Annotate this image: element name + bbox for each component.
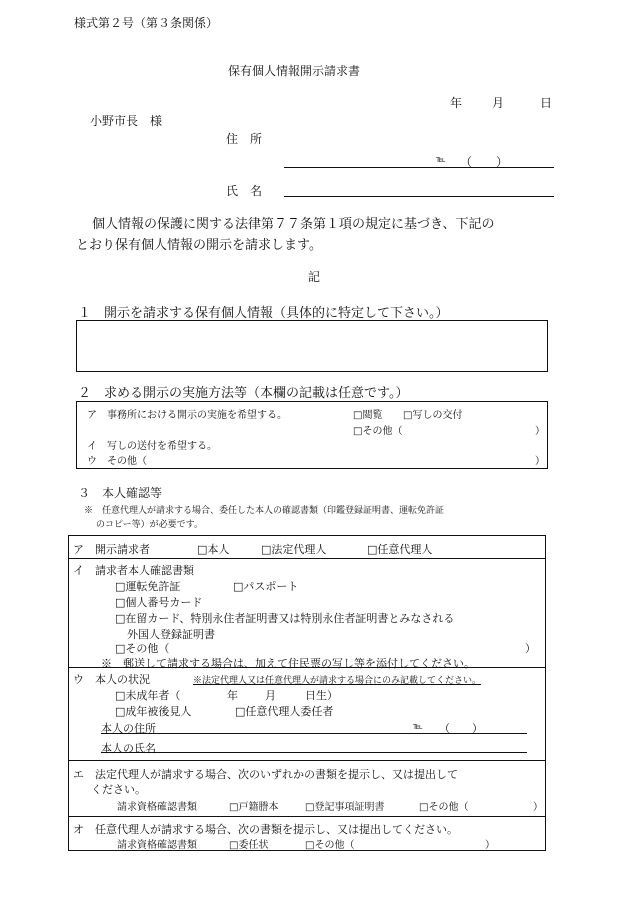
row-a-opt-self[interactable]: □本人 — [197, 543, 230, 556]
sec3-note-2: のコピー等）が必要です。 — [96, 520, 203, 530]
row-u-opt-guardian[interactable]: □成年被後見人 — [115, 705, 192, 718]
row-u-tel-label: ℡ — [413, 722, 423, 732]
ki-mark: 記 — [308, 270, 321, 284]
row-a-label: ア 開示請求者 — [73, 543, 150, 556]
row-a-opt-voluntary[interactable]: □任意代理人 — [367, 543, 433, 556]
address-label: 住 所 — [226, 132, 263, 146]
sec2-a: ア 事務所における開示の実施を希望する。 — [87, 410, 287, 421]
row-u-birth: 日生） — [305, 689, 338, 702]
row-u-name-line[interactable] — [101, 752, 527, 753]
row-i-opt-license[interactable]: □運転免許証 — [115, 580, 181, 593]
row-e-line-2: ください。 — [91, 783, 146, 796]
sec2-close-paren-1: ） — [535, 426, 545, 437]
row-i-note: ※ 郵送して請求する場合は、加えて住民票の写し等を添付してください。 — [101, 657, 475, 670]
row-o-opt-proxy[interactable]: □委任状 — [229, 840, 269, 851]
row-u-note: ※法定代理人又は任意代理人が請求する場合にのみ記載してください。 — [193, 676, 482, 686]
row-i-close-paren: ） — [525, 642, 536, 655]
row-u-address-line[interactable] — [101, 733, 527, 734]
sec2-opt-copy[interactable]: □写しの交付 — [403, 410, 463, 421]
date-year: 年 — [450, 96, 463, 110]
row-u-month: 月 — [265, 689, 276, 702]
date-month: 月 — [492, 96, 505, 110]
sec3-note-1: ※ 任意代理人が請求する場合、委任した本人の確認書類（印鑑登録証明書、運転免許証 — [84, 506, 445, 516]
row-e-opt-koseki[interactable]: □戸籍謄本 — [229, 802, 279, 813]
address-line[interactable] — [284, 167, 554, 168]
intro-line-2: とおり保有個人情報の開示を請求します。 — [76, 238, 322, 253]
sec2-opt-other[interactable]: □その他（ — [353, 426, 403, 437]
form-title: 保有個人情報開示請求書 — [228, 64, 361, 78]
row-o-line-1: オ 任意代理人が請求する場合、次の書類を提示し、又は提出してください。 — [73, 823, 458, 836]
row-o-opt-other[interactable]: □その他（ — [305, 840, 355, 851]
row-u-opt-minor[interactable]: □未成年者（ — [115, 689, 181, 702]
intro-line-1: 個人情報の保護に関する法律第７７条第１項の規定に基づき、下記の — [92, 217, 495, 232]
row-i-opt-residence[interactable]: □在留カード、特別永住者証明書又は特別永住者証明書とみなされる — [115, 612, 455, 625]
row-divider — [69, 558, 545, 559]
sec3-heading: ３ 本人確認等 — [78, 486, 163, 500]
row-e-opt-other[interactable]: □その他（ — [419, 802, 469, 813]
row-u-address-label: 本人の住所 — [101, 722, 156, 735]
form-number: 様式第２号（第３条関係） — [74, 16, 219, 30]
row-o-close-paren: ） — [485, 840, 495, 851]
row-u-tel-paren: （ ） — [439, 722, 483, 735]
row-e-opt-registry[interactable]: □登記事項証明書 — [305, 802, 385, 813]
sec1-heading: １ 開示を請求する保有個人情報（具体的に特定して下さい。） — [78, 306, 449, 321]
sec2-close-paren-2: ） — [535, 456, 545, 467]
sec3-table — [68, 535, 546, 851]
row-divider — [69, 816, 545, 817]
row-u-name-label: 本人の氏名 — [101, 742, 156, 755]
row-divider — [69, 760, 545, 761]
tel-label: ℡ — [436, 155, 446, 165]
row-i-opt-mynumber[interactable]: □個人番号カード — [115, 596, 203, 609]
tel-paren: （ ） — [460, 155, 509, 169]
date-day: 日 — [540, 96, 553, 110]
row-e-line-1: エ 法定代理人が請求する場合、次のいずれかの書類を提示し、又は提出して — [73, 768, 458, 781]
row-i-opt-passport[interactable]: □パスポート — [233, 580, 299, 593]
row-i-label: イ 請求者本人確認書類 — [73, 564, 194, 577]
row-e-docs-label: 請求資格確認書類 — [117, 802, 197, 813]
name-line[interactable] — [284, 196, 554, 197]
row-u-year: 年 — [227, 689, 238, 702]
sec2-box — [76, 401, 548, 469]
row-a-opt-legal[interactable]: □法定代理人 — [261, 543, 327, 556]
sec2-i: イ 写しの送付を希望する。 — [87, 441, 217, 452]
addressee: 小野市長 様 — [90, 114, 163, 128]
sec1-input-box[interactable] — [76, 320, 548, 372]
row-i-opt-residence-2: 外国人登録証明書 — [127, 628, 215, 641]
name-label: 氏 名 — [226, 184, 263, 198]
row-u-opt-delegator[interactable]: □任意代理人委任者 — [235, 705, 334, 718]
sec2-u: ウ その他（ — [87, 456, 147, 467]
sec2-heading: ２ 求める開示の実施方法等（本欄の記載は任意です。） — [78, 386, 409, 401]
row-u-label: ウ 本人の状況 — [73, 673, 150, 686]
row-e-close-paren: ） — [533, 802, 543, 813]
row-o-docs-label: 請求資格確認書類 — [117, 840, 197, 851]
row-i-opt-other[interactable]: □その他（ — [115, 642, 170, 655]
sec2-opt-view[interactable]: □閲覧 — [353, 410, 383, 421]
